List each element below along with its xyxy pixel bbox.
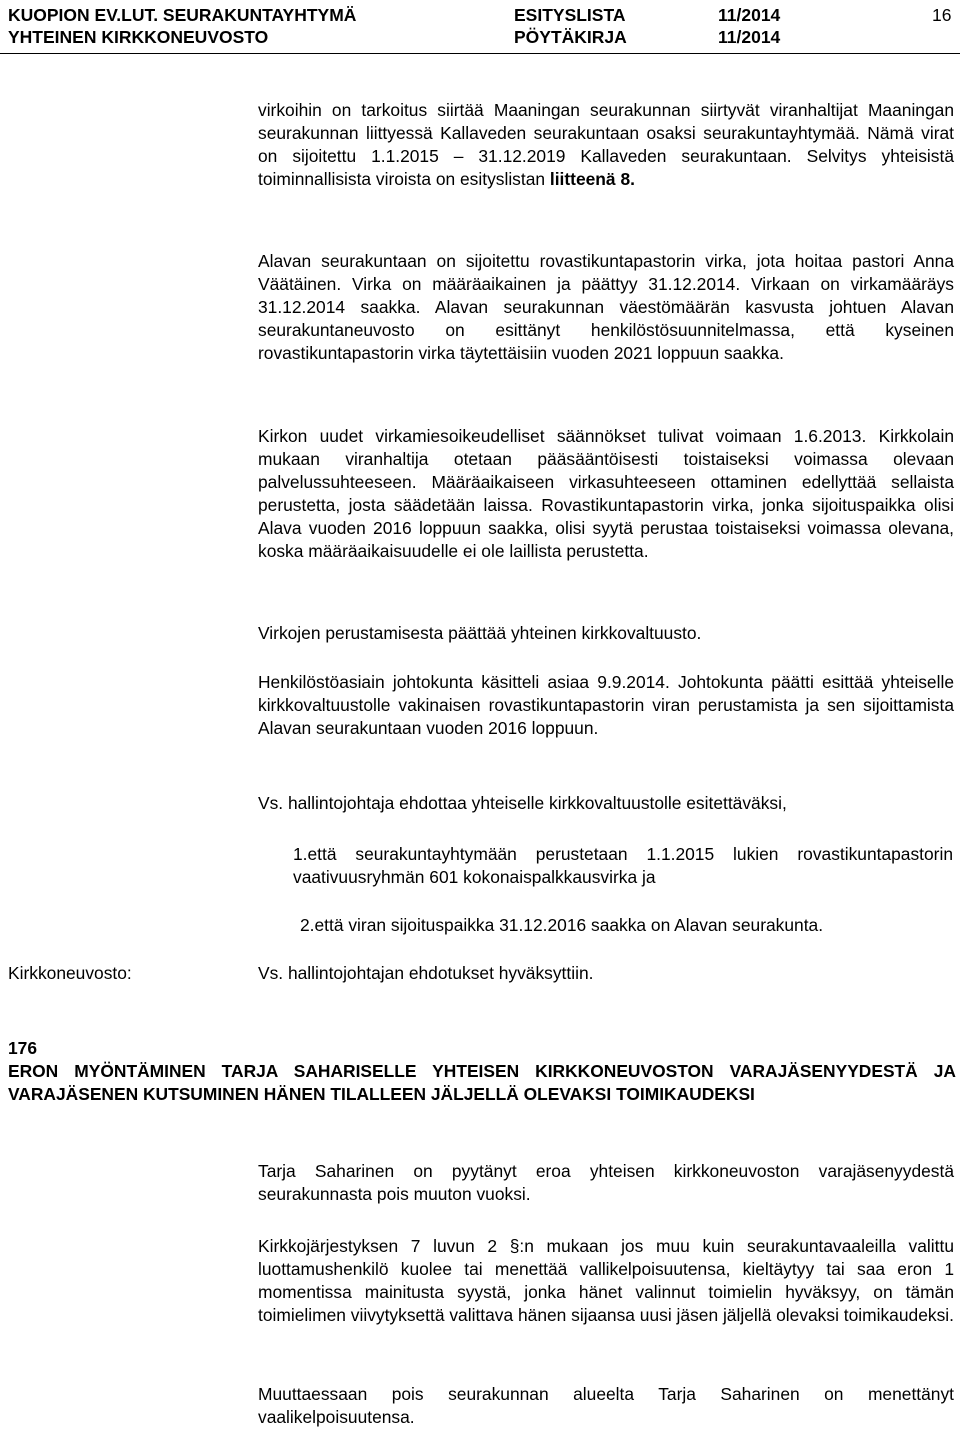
header-meeting-number: 11/2014 (718, 5, 781, 25)
paragraph-5-text: Henkilöstöasiain johtokunta käsitteli asiaa 9.9.2014. Johtokunta päätti esittää yhteiselle kirkkovaltuustolle vakinaisen rovastikuntapastorin viran perustamista ja sen sijoittamista Alavan seurakuntaan vuoden 2016 loppuun. (258, 672, 954, 738)
section-paragraph-1 (258, 1160, 954, 1206)
section-title: ERON MYÖNTÄMINEN TARJA SAHARISELLE YHTEISEN KIRKKONEUVOSTON VARAJÄSENYYDESTÄ JA VARAJÄSENEN KUTSUMINEN HÄNEN TILALLEEN JÄLJELLÄ OLEVAKSI TOIMIKAUDEKSI (8, 1061, 956, 1104)
section-paragraph-3 (258, 1383, 954, 1429)
paragraph-4 (258, 622, 954, 645)
paragraph-3 (258, 425, 954, 563)
header-doc-minutes: PÖYTÄKIRJA (514, 27, 627, 47)
paragraph-6 (258, 792, 954, 815)
attachment-reference: liitteenä 8. (549, 169, 635, 189)
header-body: YHTEINEN KIRKKONEUVOSTO (8, 27, 269, 47)
section-number: 176 (8, 1038, 38, 1058)
proposal-item-1-text: 1.että seurakuntayhtymään perustetaan 1.1.2015 lukien rovastikuntapastorin vaativuusryhmän 601 kokonaispalkkausvirka ja (293, 844, 953, 887)
section-paragraph-2 (258, 1235, 954, 1327)
decision-label: Kirkkoneuvosto: (8, 963, 132, 983)
section-paragraph-3-text: Muuttaessaan pois seurakunnan alueelta Tarja Saharinen on menettänyt vaalikelpoisuutensa. (258, 1384, 954, 1427)
header-divider (0, 53, 960, 54)
paragraph-2 (258, 250, 954, 365)
paragraph-5 (258, 671, 954, 740)
paragraph-4-text: Virkojen perustamisesta päättää yhteinen kirkkovaltuusto. (258, 623, 702, 643)
header-meeting-number-2: 11/2014 (718, 27, 781, 47)
paragraph-1-text: virkoihin on tarkoitus siirtää Maaningan seurakunnan siirtyvät viranhaltijat Maaningan seurakunnan liittyessä Kallaveden seurakuntaan osaksi seurakuntayhtymää. Nämä virat on sijoitettu 1.1.2015 – 31.12.2019 Kallaveden seurakuntaan. Selvitys yhteisistä toiminnallisista viroista on esityslistan (258, 100, 954, 189)
proposal-item-1 (293, 843, 953, 889)
header-doc-agenda: ESITYSLISTA (514, 5, 626, 25)
proposal-item-2 (300, 914, 954, 937)
paragraph-1 (258, 99, 954, 191)
section-paragraph-2-text: Kirkkojärjestyksen 7 luvun 2 §:n mukaan jos muu kuin seurakuntavaaleilla valittu luottamushenkilö kuolee tai menettää vallikelpoisuutensa, kieltäytyy tai saa eron 1 momentissa mainitusta syystä, jonka hänet valinnut toimielin hyväksyy, on tämän toimielimen viivytyksettä valittava hänen sijaansa uusi jäsen jäljellä olevaksi toimikaudeksi. (258, 1236, 954, 1325)
page-number: 16 (932, 5, 952, 25)
decision-text: Vs. hallintojohtajan ehdotukset hyväksyttiin. (258, 963, 594, 983)
proposal-item-2-text: 2.että viran sijoituspaikka 31.12.2016 saakka on Alavan seurakunta. (300, 915, 824, 935)
paragraph-2-text: Alavan seurakuntaan on sijoitettu rovastikuntapastorin virka, jota hoitaa pastori Anna Väätäinen. Virka on määräaikainen ja päättyy 31.12.2014. Virkaan on virkamääräys 31.12.2014 saakka. Alavan seurakunnan väestömäärän kasvusta johtuen Alavan seurakuntaneuvosto on esittänyt henkilöstösuunnitelmassa, että kyseinen rovastikuntapastorin virka täytettäisiin vuoden 2021 loppuun saakka. (258, 251, 954, 363)
paragraph-6-text: Vs. hallintojohtaja ehdottaa yhteiselle kirkkovaltuustolle esitettäväksi, (258, 793, 787, 813)
header-org: KUOPION EV.LUT. SEURAKUNTAYHTYMÄ (8, 5, 357, 25)
paragraph-3-text: Kirkon uudet virkamiesoikeudelliset säännökset tulivat voimaan 1.6.2013. Kirkkolain mukaan viranhaltija otetaan pääsääntöisesti toistaiseksi voimassa olevaan palvelussuhteeseen. Määräaikaiseen virkasuhteeseen ottaminen edellyttää sellaista perustetta, josta säädetään laissa. Rovastikuntapastorin virka, jonka sijoituspaikka olisi Alava vuoden 2016 loppuun saakka, olisi syytä perustaa toistaiseksi voimassa olevana, koska määräaikaisuudelle ei ole laillista perustetta. (258, 426, 954, 561)
section-paragraph-1-text: Tarja Saharinen on pyytänyt eroa yhteisen kirkkoneuvoston varajäsenyydestä seurakunnasta pois muuton vuoksi. (258, 1161, 954, 1204)
